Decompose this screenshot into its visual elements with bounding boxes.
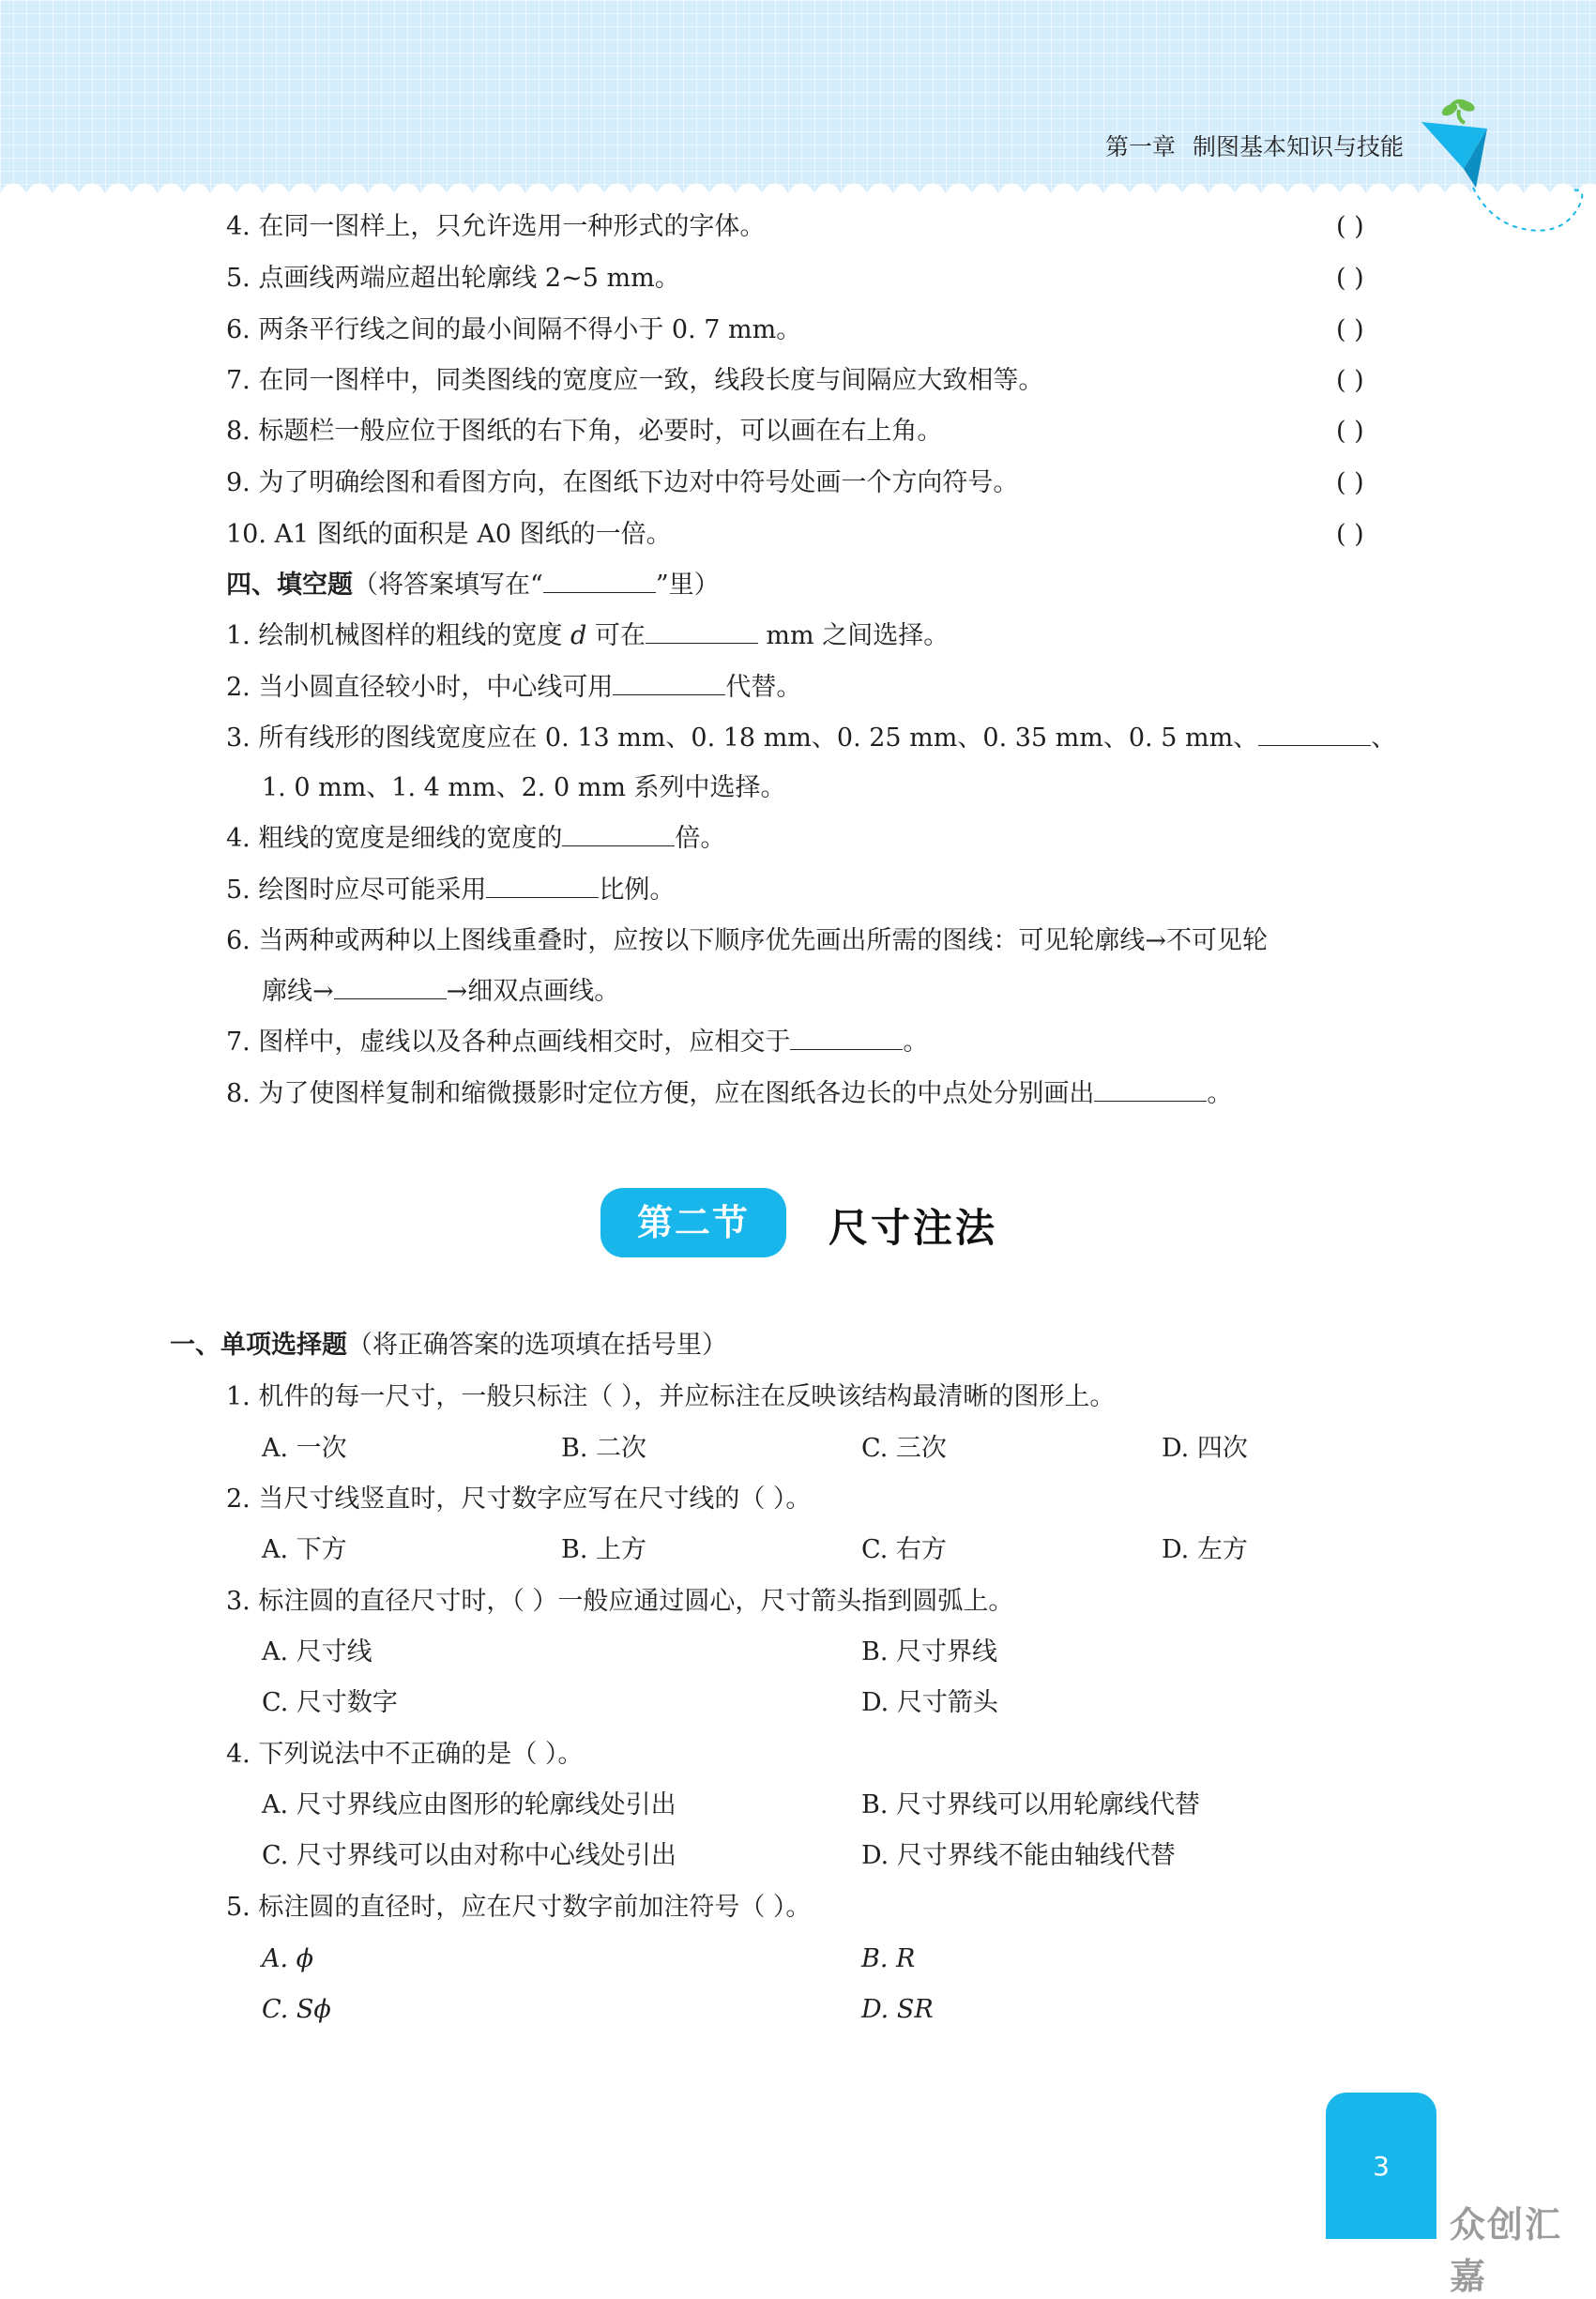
fill-blank-7[interactable]	[790, 1028, 903, 1050]
fill-q5-text: 5. 绘图时应尽可能采用	[226, 875, 487, 905]
fill-blank-2[interactable]	[613, 674, 725, 695]
chapter-title	[1105, 129, 1404, 162]
fill-item-3	[226, 722, 1396, 755]
fill-blank-5[interactable]	[486, 876, 599, 898]
fill-q2-text: 2. 当小圆直径较小时，中心线可用	[226, 673, 614, 702]
choice-5-option-d[interactable]: D. SR	[861, 1995, 934, 2024]
fill-heading-row	[226, 569, 720, 602]
choice-2-option-b[interactable]: B. 上方	[561, 1535, 647, 1564]
choice-heading: 一、单项选择题	[170, 1331, 347, 1360]
choice-3-option-c[interactable]: C. 尺寸数字	[262, 1688, 398, 1717]
tf-item-7: 7. 在同一图样中，同类图线的宽度应一致，线段长度与间隔应大致相等。	[226, 366, 1044, 395]
choice-heading-row	[170, 1329, 727, 1363]
chapter-name: 制图基本知识与技能	[1192, 133, 1404, 160]
choice-4-option-c[interactable]: C. 尺寸界线可以由对称中心线处引出	[262, 1841, 676, 1870]
fill-q2-post: 代替。	[725, 673, 802, 702]
tf-answer-5[interactable]: ( )	[1336, 264, 1364, 293]
choice-1-option-a[interactable]: A. 一次	[262, 1434, 347, 1463]
fill-q8-post: 。	[1207, 1079, 1233, 1108]
page-number: 3	[1373, 2151, 1390, 2182]
choice-4-option-d[interactable]: D. 尺寸界线不能由轴线代替	[861, 1841, 1176, 1870]
choice-3-option-a[interactable]: A. 尺寸线	[262, 1637, 372, 1667]
tf-item-10: 10. A1 图纸的面积是 A0 图纸的一倍。	[226, 520, 672, 549]
fill-q3-post: 、	[1371, 723, 1397, 753]
fill-q1-var: d	[570, 621, 587, 650]
choice-question-2: 2. 当尺寸线竖直时，尺寸数字应写在尺寸线的（ ）。	[226, 1484, 812, 1514]
fill-instruction-pre: （将答案填写在“	[353, 571, 543, 600]
header-wave-border	[0, 172, 1596, 196]
fill-item-8	[226, 1077, 1232, 1111]
fill-q1-text: 1. 绘制机械图样的粗线的宽度	[226, 621, 570, 650]
fill-item-6-line2	[262, 975, 619, 1009]
instruction-blank	[543, 571, 656, 593]
tf-answer-6[interactable]: ( )	[1336, 315, 1364, 344]
fill-item-7	[226, 1026, 928, 1059]
fill-q6-text: 廓线→	[262, 977, 334, 1006]
fill-item-5	[226, 874, 675, 907]
choice-question-1: 1. 机件的每一尺寸，一般只标注（ ），并应标注在反映该结构最清晰的图形上。	[226, 1382, 1116, 1411]
tf-item-5: 5. 点画线两端应超出轮廓线 2~5 mm。	[226, 264, 680, 293]
choice-question-3: 3. 标注圆的直径尺寸时，（ ）一般应通过圆心，尺寸箭头指到圆弧上。	[226, 1587, 1014, 1616]
fill-instruction-post: ”里）	[655, 571, 720, 600]
fill-item-4	[226, 822, 725, 856]
tf-item-9: 9. 为了明确绘图和看图方向，在图纸下边对中符号处画一个方向符号。	[226, 468, 1019, 497]
fill-q4-post: 倍。	[675, 824, 726, 853]
fill-heading: 四、填空题	[226, 571, 353, 600]
choice-2-option-d[interactable]: D. 左方	[1162, 1535, 1248, 1564]
choice-5-option-c[interactable]: C. Sϕ	[262, 1995, 331, 2024]
choice-5-option-a[interactable]: A. ϕ	[262, 1944, 314, 1973]
fill-q5-post: 比例。	[599, 875, 676, 905]
tf-answer-9[interactable]: ( )	[1336, 468, 1364, 497]
tf-item-8: 8. 标题栏一般应位于图纸的右下角，必要时，可以画在右上角。	[226, 417, 943, 446]
choice-1-option-c[interactable]: C. 三次	[861, 1434, 947, 1463]
tf-answer-8[interactable]: ( )	[1336, 417, 1364, 446]
fill-item-6: 6. 当两种或两种以上图线重叠时，应按以下顺序优先画出所需的图线：可见轮廓线→不可见轮	[226, 926, 1268, 955]
fill-item-1	[226, 619, 949, 653]
choice-1-option-d[interactable]: D. 四次	[1162, 1434, 1248, 1463]
section-badge: 第二节	[600, 1188, 786, 1257]
choice-3-option-b[interactable]: B. 尺寸界线	[861, 1637, 998, 1667]
fill-q1-post: mm 之间选择。	[757, 621, 950, 650]
fill-q3-text: 3. 所有线形的图线宽度应在 0. 13 mm、0. 18 mm、0. 25 mm、0. 35 mm、0. 5 mm、	[226, 723, 1259, 753]
fill-q1-mid: 可在	[586, 621, 646, 650]
fill-q7-post: 。	[903, 1028, 929, 1057]
choice-4-option-a[interactable]: A. 尺寸界线应由图形的轮廓线处引出	[262, 1790, 676, 1819]
tf-item-6: 6. 两条平行线之间的最小间隔不得小于 0. 7 mm。	[226, 315, 802, 344]
choice-2-option-a[interactable]: A. 下方	[262, 1535, 347, 1564]
fill-q4-text: 4. 粗线的宽度是细线的宽度的	[226, 824, 563, 853]
choice-5-option-b[interactable]: B. R	[861, 1944, 916, 1973]
page-header	[0, 0, 1596, 192]
tf-item-4: 4. 在同一图样上，只允许选用一种形式的字体。	[226, 212, 766, 241]
fill-item-3-line2: 1. 0 mm、1. 4 mm、2. 0 mm 系列中选择。	[262, 773, 786, 802]
tf-answer-7[interactable]: ( )	[1336, 366, 1364, 395]
fill-q7-text: 7. 图样中，虚线以及各种点画线相交时，应相交于	[226, 1028, 791, 1057]
fill-q6-post: →细双点画线。	[446, 977, 620, 1006]
choice-4-option-b[interactable]: B. 尺寸界线可以用轮廓线代替	[861, 1790, 1201, 1819]
choice-1-option-b[interactable]: B. 二次	[561, 1434, 647, 1463]
tf-answer-4[interactable]: ( )	[1336, 212, 1364, 241]
fill-blank-1[interactable]	[646, 622, 758, 644]
choice-question-4: 4. 下列说法中不正确的是（ ）。	[226, 1740, 584, 1769]
fill-blank-8[interactable]	[1094, 1080, 1207, 1102]
watermark: 众创汇嘉	[1450, 2204, 1563, 2297]
fill-blank-3[interactable]	[1258, 724, 1371, 746]
fill-item-2	[226, 671, 801, 705]
paper-plane-icon	[1421, 99, 1590, 239]
choice-instruction: （将正确答案的选项填在括号里）	[347, 1331, 727, 1360]
section-title: 尺寸注法	[828, 1205, 998, 1251]
choice-2-option-c[interactable]: C. 右方	[861, 1535, 947, 1564]
fill-blank-6[interactable]	[334, 978, 447, 999]
fill-blank-4[interactable]	[562, 825, 675, 846]
chapter-number: 第一章	[1105, 133, 1177, 160]
fill-q8-text: 8. 为了使图样复制和缩微摄影时定位方便，应在图纸各边长的中点处分别画出	[226, 1079, 1095, 1108]
tf-answer-10[interactable]: ( )	[1336, 520, 1364, 549]
choice-3-option-d[interactable]: D. 尺寸箭头	[861, 1688, 998, 1717]
choice-question-5: 5. 标注圆的直径时，应在尺寸数字前加注符号（ ）。	[226, 1893, 812, 1922]
page-number-tab	[1326, 2093, 1436, 2239]
